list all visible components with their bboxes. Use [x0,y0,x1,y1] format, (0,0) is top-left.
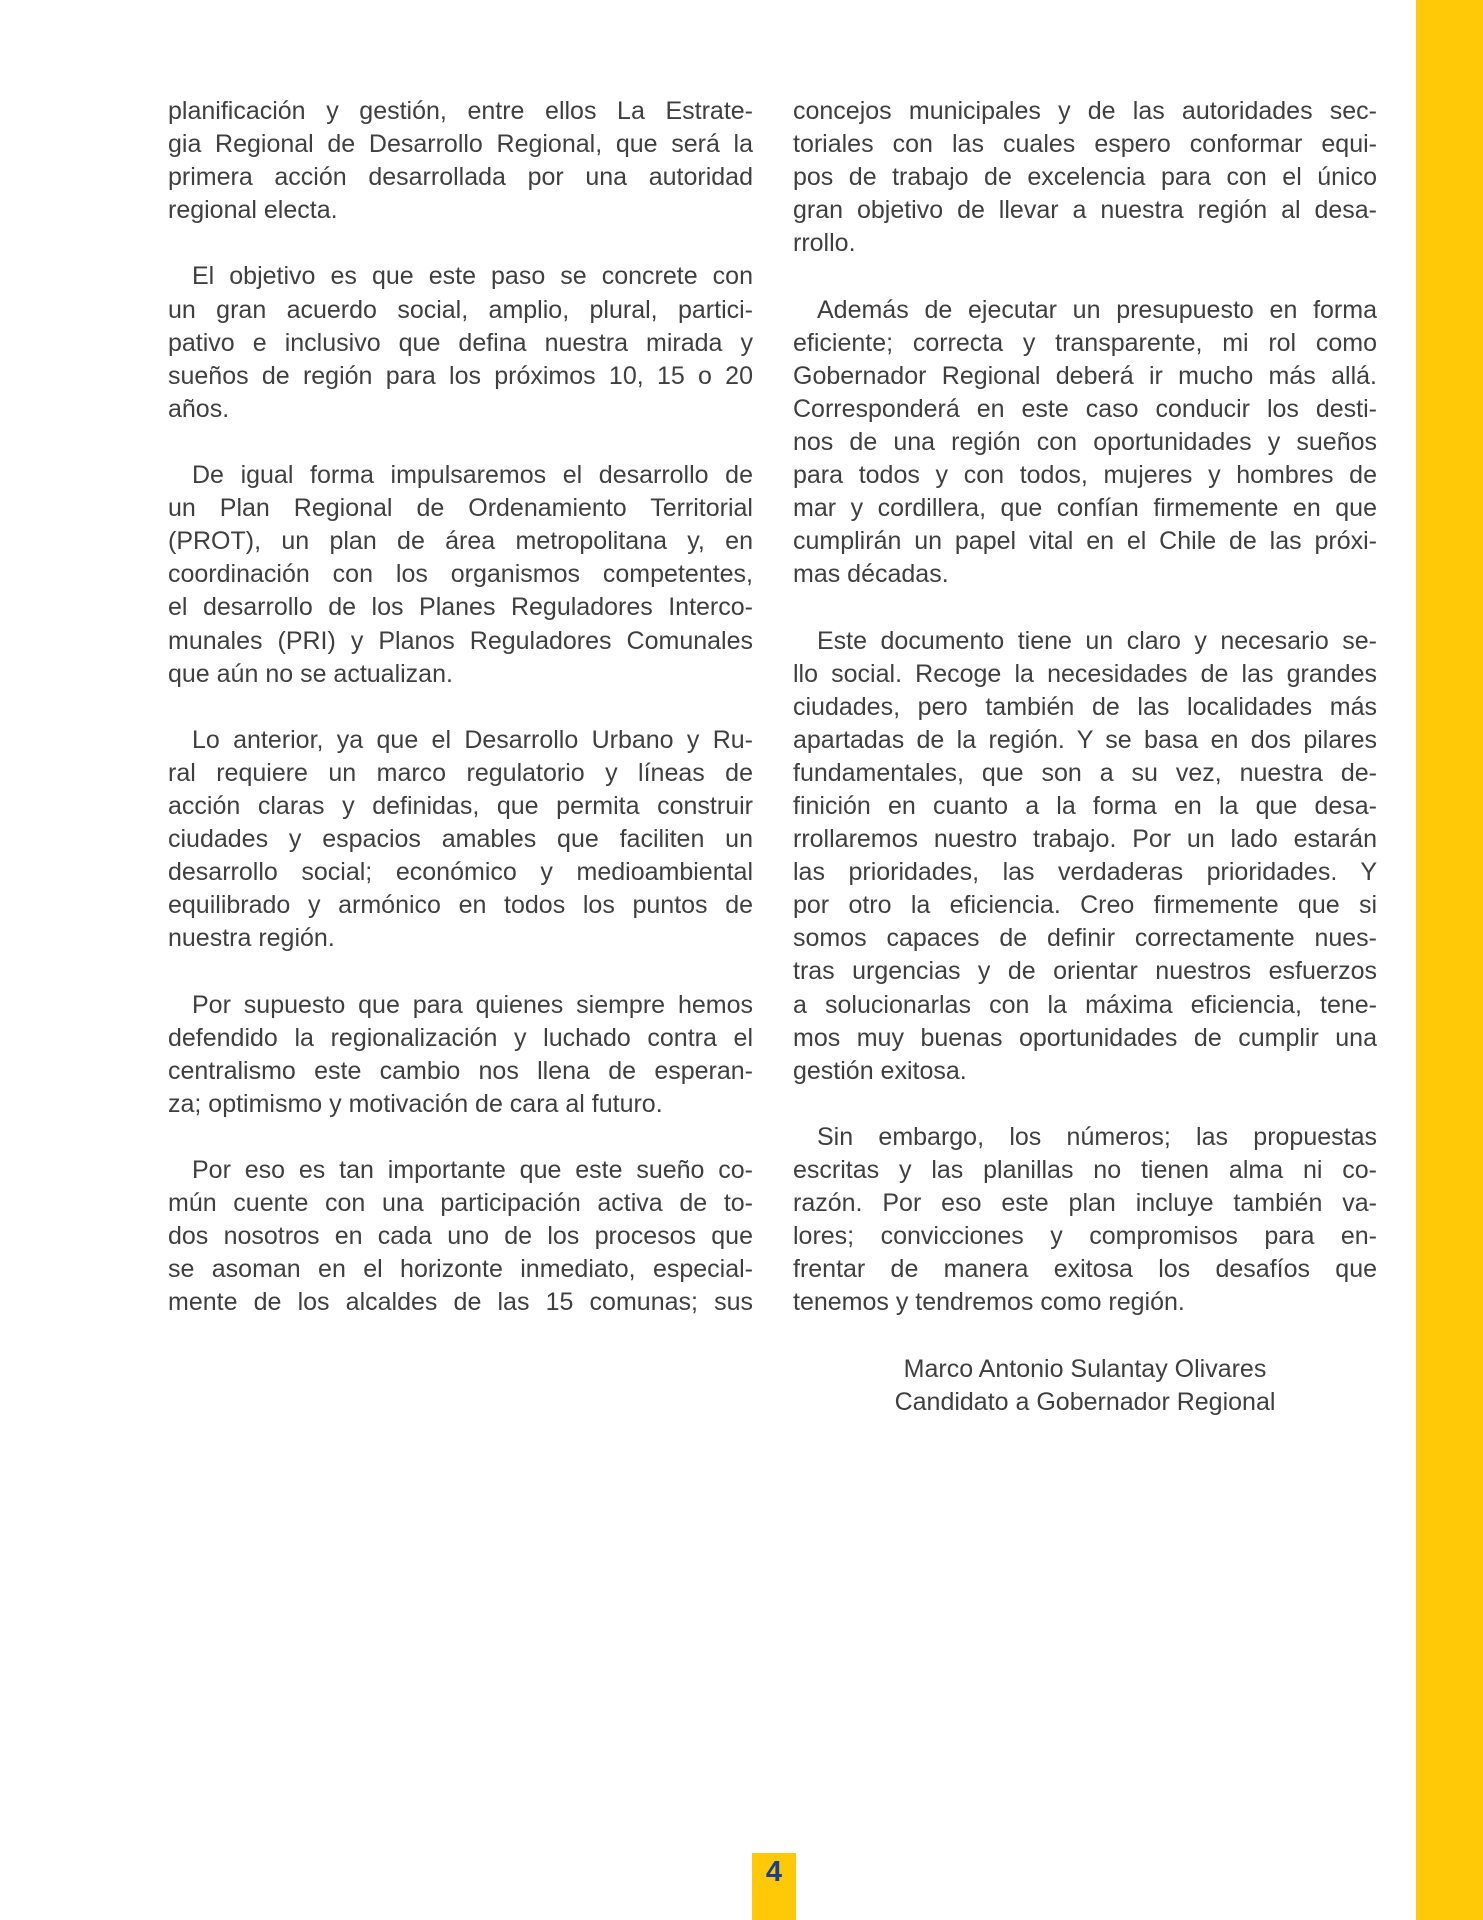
text-line: un gran acuerdo social, amplio, plural, partici- [168,295,753,324]
text-line: (PROT), un plan de área metropolitana y, en [168,527,753,556]
text-line: gran objetivo de llevar a nuestra región al desa- [793,196,1377,225]
paragraph [793,1121,1377,1320]
text-line: rrollo. [793,229,856,258]
page-number-badge [752,1853,796,1920]
text-line: fundamentales, que son a su vez, nuestra de- [793,758,1377,787]
text-line: Sin embargo, los números; las propuestas [817,1122,1377,1151]
text-line: Lo anterior, ya que el Desarrollo Urbano y Ru- [192,725,753,754]
text-line: a solucionarlas con la máxima eficiencia, tene- [793,990,1377,1019]
text-line: tras urgencias y de orientar nuestros esfuerzos [793,957,1377,986]
text-line: El objetivo es que este paso se concrete con [192,262,753,291]
text-line: mente de los alcaldes de las 15 comunas; sus [168,1288,753,1317]
text-line: escritas y las planillas no tienen alma ni co- [793,1156,1377,1184]
text-line: Este documento tiene un claro y necesario se- [817,626,1377,655]
text-line: razón. Por eso este plan incluye también va- [793,1189,1377,1218]
text-line: Por supuesto que para quienes siempre hemos [192,990,753,1019]
text-line: mún cuente con una participación activa de to- [168,1189,753,1218]
text-line: desarrollo social; económico y medioambiental [168,858,753,887]
text-line: rrollaremos nuestro trabajo. Por un lado estarán [793,825,1377,854]
text-line: sueños de región para los próximos 10, 15 o 20 [168,361,753,390]
text-line: somos capaces de definir correctamente nues- [793,924,1377,953]
text-line: frentar de manera exitosa los desafíos que [793,1255,1377,1284]
text-line: que aún no se actualizan. [168,659,453,688]
paragraph [168,95,753,227]
left-text-column [168,95,753,1319]
text-line: tenemos y tendremos como región. [793,1288,1185,1317]
text-line: munales (PRI) y Planos Reguladores Comunales [168,626,753,655]
text-line: Gobernador Regional deberá ir mucho más allá. [793,361,1377,390]
text-line: el desarrollo de los Planes Reguladores Interco- [168,593,753,622]
text-line: mas décadas. [793,560,949,589]
text-line: por otro la eficiencia. Creo firmemente que si [793,891,1377,920]
text-line: llo social. Recoge la necesidades de las grandes [793,659,1377,688]
text-line: ciudades, pero también de las localidades más [793,692,1377,721]
text-line: primera acción desarrollada por una autoridad [168,163,753,192]
paragraph [168,260,753,425]
text-line: Por eso es tan importante que este sueño co- [192,1156,753,1184]
signature-title: Candidato a Gobernador Regional [894,1387,1276,1416]
text-line: Corresponderá en este caso conducir los desti- [793,394,1377,423]
text-line: concejos municipales y de las autoridades sec- [793,97,1377,125]
text-line: ral requiere un marco regulatorio y líneas de [168,758,753,787]
text-line: pos de trabajo de excelencia para con el único [793,163,1377,192]
paragraph [168,459,753,691]
text-line: las prioridades, las verdaderas prioridades. Y [793,858,1377,887]
paragraph [793,625,1377,1088]
text-line: años. [168,394,230,423]
paragraph [793,294,1377,592]
paragraph [168,1154,753,1319]
paragraph [168,724,753,956]
text-line: defendido la regionalización y luchado contra el [168,1023,753,1052]
page-number: 4 [765,1856,783,1888]
text-line: planificación y gestión, entre ellos La Estrate- [168,97,753,125]
paragraph [793,95,1377,260]
text-line: apartadas de la región. Y se basa en dos pilares [793,725,1377,754]
text-line: De igual forma impulsaremos el desarrollo de [192,461,753,490]
text-line: dos nosotros en cada uno de los procesos que [168,1222,753,1251]
text-line: coordinación con los organismos competentes, [168,560,753,589]
text-line: mos muy buenas oportunidades de cumplir una [793,1023,1377,1052]
text-line: lores; convicciones y compromisos para en- [793,1222,1377,1251]
paragraph [168,989,753,1121]
text-line: Además de ejecutar un presupuesto en forma [817,295,1377,324]
text-line: cumplirán un papel vital en el Chile de las próxi- [793,527,1377,556]
text-line: ciudades y espacios amables que faciliten un [168,825,753,854]
text-line: mar y cordillera, que confían firmemente en que [793,494,1377,523]
text-line: acción claras y definidas, que permita construir [168,791,753,820]
signature-name: Marco Antonio Sulantay Olivares [903,1354,1267,1383]
text-line: eficiente; correcta y transparente, mi rol como [793,328,1377,357]
text-line: centralismo este cambio nos llena de esperan- [168,1056,753,1085]
text-line: toriales con las cuales espero conformar equi- [793,130,1377,159]
text-line: regional electa. [168,196,338,225]
accent-stripe-right [1416,0,1483,1920]
text-line: za; optimismo y motivación de cara al futuro. [168,1089,663,1118]
text-line: se asoman en el horizonte inmediato, especial- [168,1255,753,1284]
text-line: un Plan Regional de Ordenamiento Territorial [168,494,753,523]
text-line: para todos y con todos, mujeres y hombres de [793,461,1377,490]
signature-block [793,1353,1377,1419]
text-line: gia Regional de Desarrollo Regional, que será la [168,130,753,159]
text-line: pativo e inclusivo que defina nuestra mirada y [168,328,753,357]
right-text-column [793,95,1377,1419]
text-line: finición en cuanto a la forma en la que desa- [793,791,1377,820]
text-line: nos de una región con oportunidades y sueños [793,427,1377,456]
text-line: gestión exitosa. [793,1056,967,1085]
text-line: equilibrado y armónico en todos los puntos de [168,891,753,920]
text-line: nuestra región. [168,924,335,953]
